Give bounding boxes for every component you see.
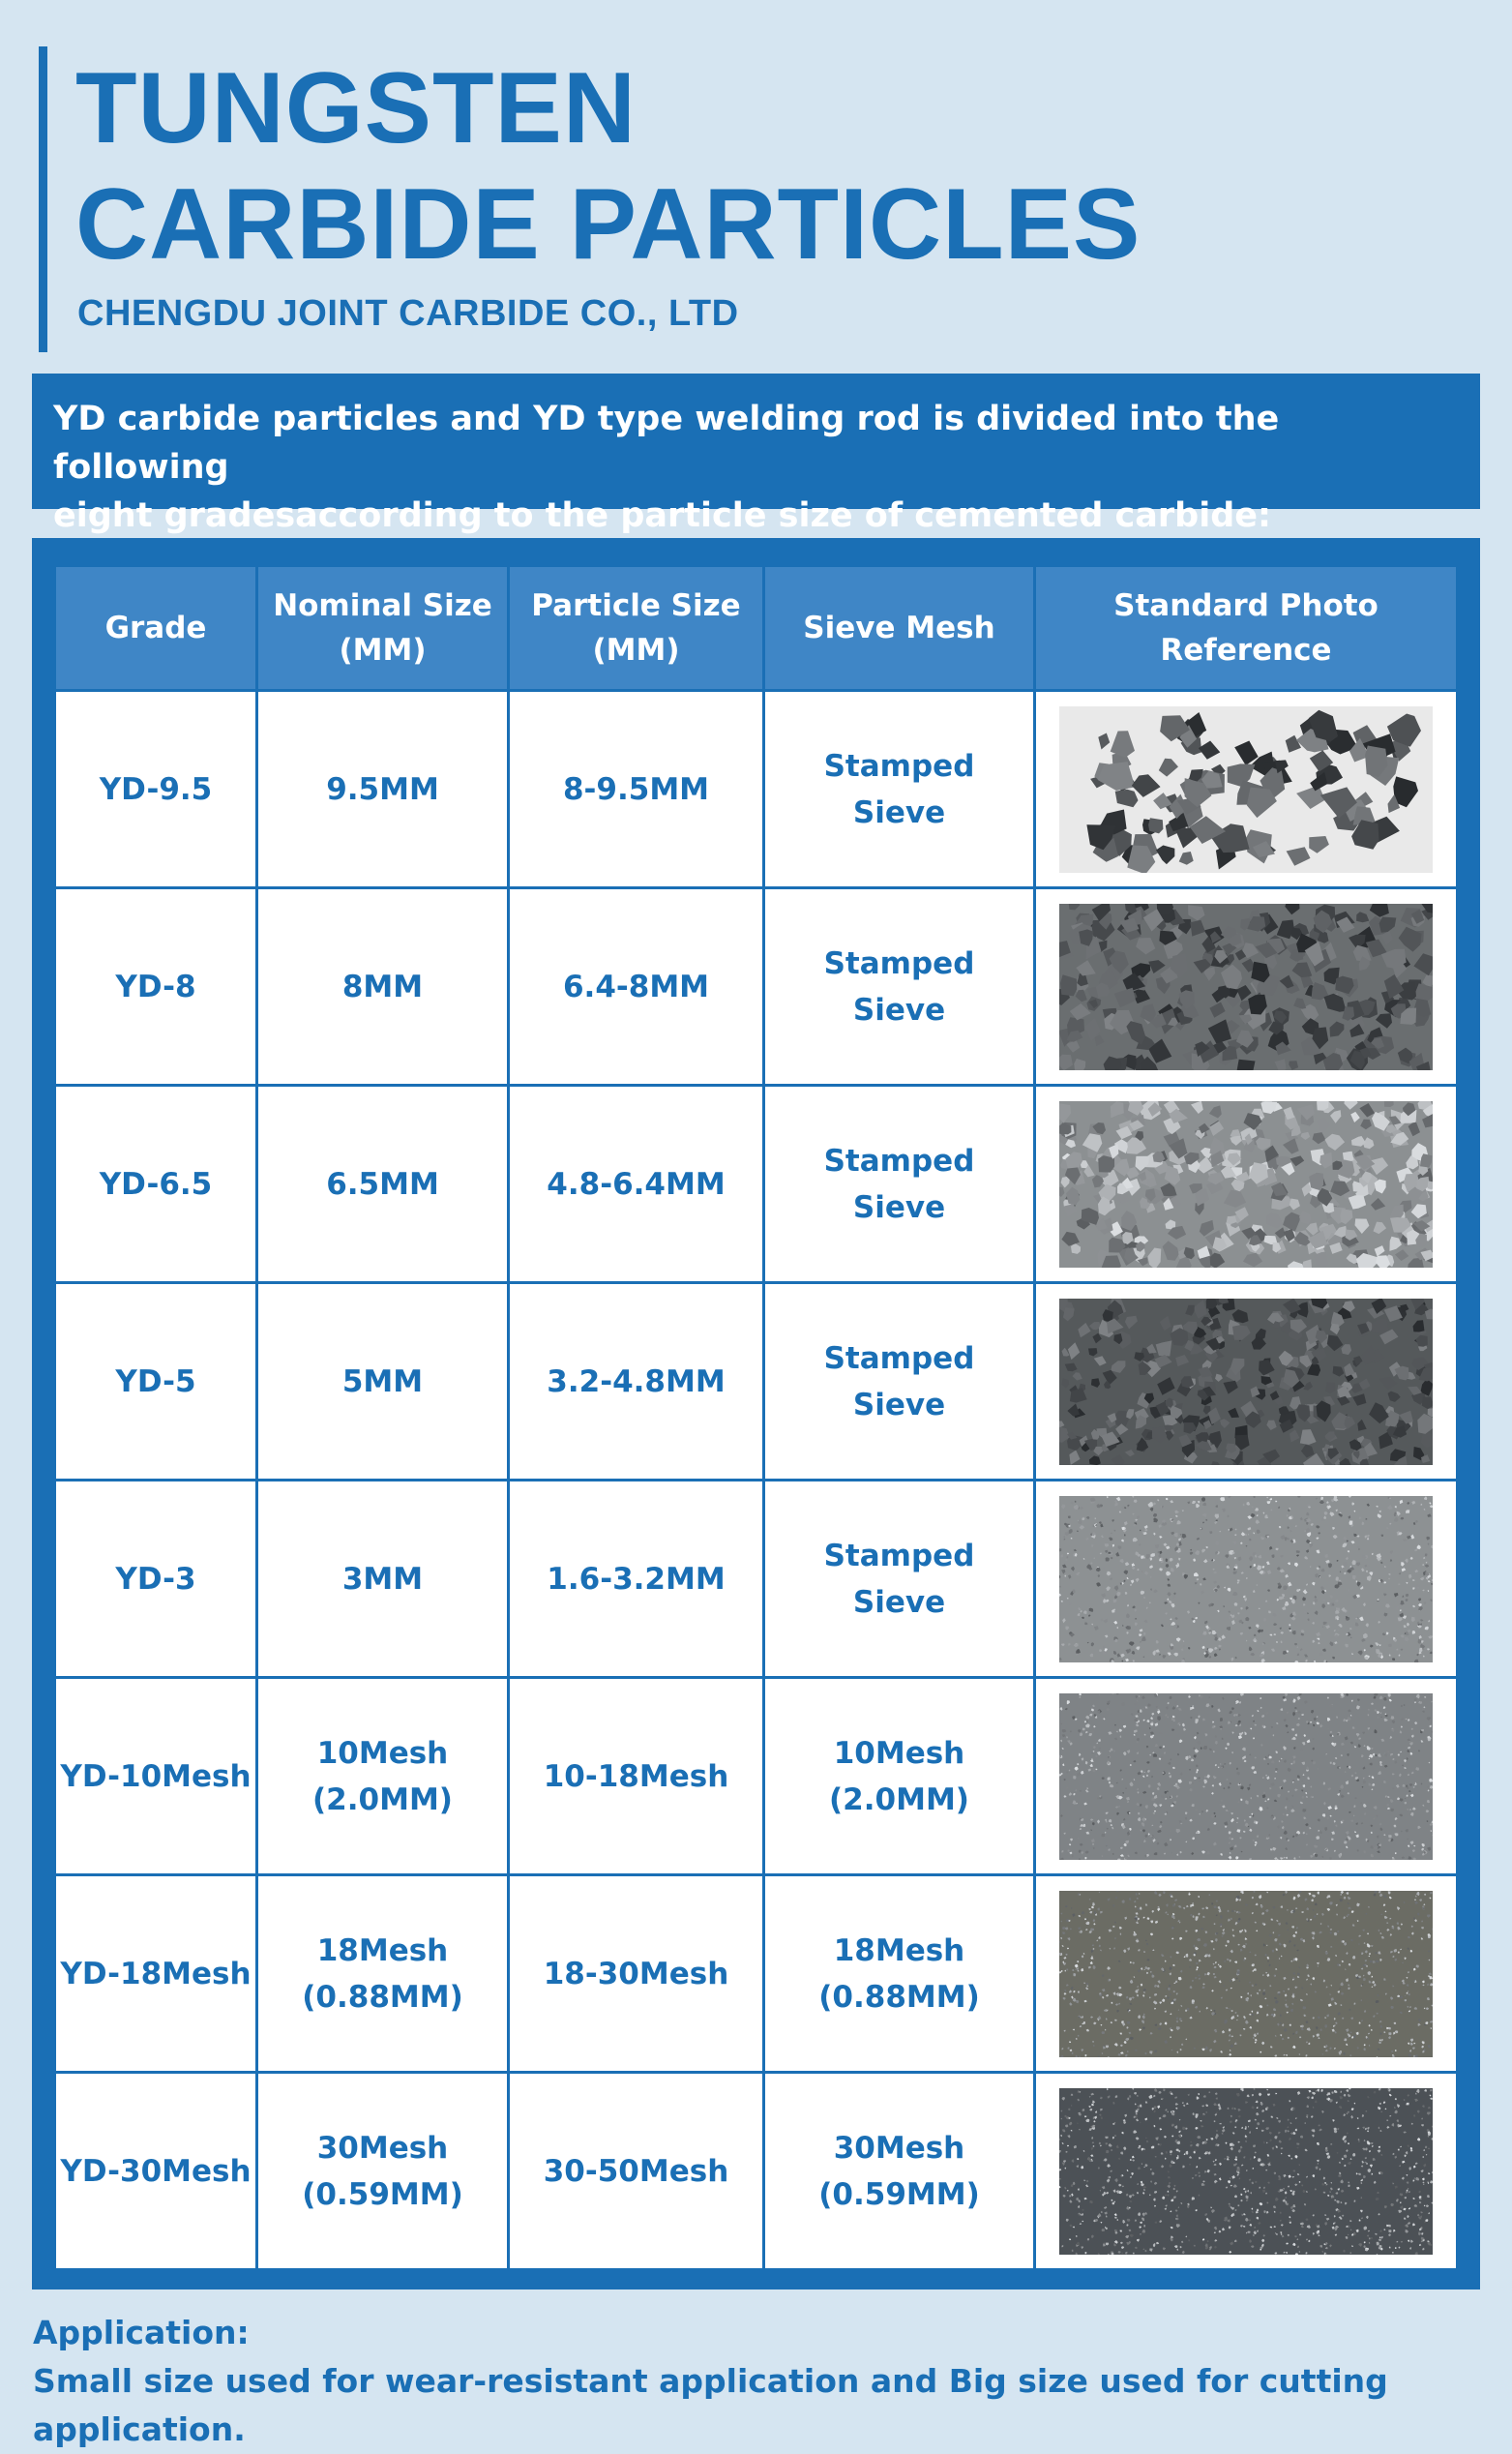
intro-text-line-2: eight gradesaccording to the particle size of cemented carbide: (53, 496, 1272, 535)
sieve-mesh-cell: 30Mesh (0.59MM) (762, 2074, 1033, 2268)
header-grade: Grade (56, 567, 255, 689)
header-sieve-mesh: Sieve Mesh (762, 567, 1033, 689)
title-line-2: CARBIDE PARTICLES (75, 168, 1141, 281)
particle-photo-image (1059, 706, 1433, 873)
application-text: Small size used for wear-resistant application and Big size used for cutting application. (33, 2362, 1388, 2448)
particle-size-cell: 30-50Mesh (507, 2074, 762, 2268)
intro-text-line-1: YD carbide particles and YD type welding rod is divided into the following (53, 400, 1280, 487)
particle-photo-image (1059, 904, 1433, 1070)
particle-photo-image (1059, 1299, 1433, 1465)
header-particle-size: Particle Size (MM) (507, 567, 762, 689)
sieve-mesh-cell: 18Mesh (0.88MM) (762, 1876, 1033, 2071)
particle-size-cell: 8-9.5MM (507, 692, 762, 886)
table-row (56, 889, 1456, 1084)
grade-cell: YD-18Mesh (56, 1876, 255, 2071)
particle-photo-image (1059, 2088, 1433, 2255)
grade-cell: YD-30Mesh (56, 2074, 255, 2268)
photo-reference-cell (1033, 2074, 1456, 2268)
nominal-size-cell: 9.5MM (255, 692, 507, 886)
photo-reference-cell (1033, 1679, 1456, 1873)
nominal-size-cell: 3MM (255, 1481, 507, 1676)
grade-cell: YD-5 (56, 1284, 255, 1479)
table-row (56, 692, 1456, 886)
sieve-mesh-cell: 10Mesh (2.0MM) (762, 1679, 1033, 1873)
grade-cell: YD-6.5 (56, 1087, 255, 1281)
table-header-row (56, 567, 1456, 689)
particle-size-cell: 10-18Mesh (507, 1679, 762, 1873)
sieve-mesh-cell: Stamped Sieve (762, 889, 1033, 1084)
table-row (56, 1087, 1456, 1281)
sieve-mesh-cell: Stamped Sieve (762, 1481, 1033, 1676)
particle-size-cell: 6.4-8MM (507, 889, 762, 1084)
table-body (56, 692, 1456, 2268)
particle-photo-image (1059, 1101, 1433, 1268)
particle-size-cell: 3.2-4.8MM (507, 1284, 762, 1479)
photo-reference-cell (1033, 1087, 1456, 1281)
sieve-mesh-cell: Stamped Sieve (762, 1284, 1033, 1479)
particle-photo-image (1059, 1496, 1433, 1662)
table-row (56, 1876, 1456, 2071)
photo-reference-cell (1033, 1481, 1456, 1676)
title-accent-bar (39, 46, 47, 352)
particle-photo-image (1059, 1693, 1433, 1860)
nominal-size-cell: 10Mesh (2.0MM) (255, 1679, 507, 1873)
page-title (75, 50, 1141, 283)
table-row (56, 2074, 1456, 2268)
grade-cell: YD-9.5 (56, 692, 255, 886)
nominal-size-cell: 5MM (255, 1284, 507, 1479)
photo-reference-cell (1033, 692, 1456, 886)
photo-reference-cell (1033, 1284, 1456, 1479)
particle-size-cell: 18-30Mesh (507, 1876, 762, 2071)
header-photo-reference: Standard Photo Reference (1033, 567, 1456, 689)
sieve-mesh-cell: Stamped Sieve (762, 692, 1033, 886)
photo-reference-cell (1033, 1876, 1456, 2071)
table-row (56, 1481, 1456, 1676)
title-line-1: TUNGSTEN (75, 52, 637, 165)
application-note (33, 2309, 1512, 2454)
nominal-size-cell: 18Mesh (0.88MM) (255, 1876, 507, 2071)
table-row (56, 1284, 1456, 1479)
intro-banner (32, 374, 1480, 535)
table-row (56, 1679, 1456, 1873)
grade-cell: YD-3 (56, 1481, 255, 1676)
application-label: Application: (33, 2314, 250, 2351)
grades-table-frame (32, 538, 1480, 2289)
nominal-size-cell: 6.5MM (255, 1087, 507, 1281)
particle-size-cell: 4.8-6.4MM (507, 1087, 762, 1281)
photo-reference-cell (1033, 889, 1456, 1084)
sieve-mesh-cell: Stamped Sieve (762, 1087, 1033, 1281)
nominal-size-cell: 8MM (255, 889, 507, 1084)
particle-photo-image (1059, 1891, 1433, 2057)
grades-table (56, 567, 1456, 2268)
particle-size-cell: 1.6-3.2MM (507, 1481, 762, 1676)
grade-cell: YD-10Mesh (56, 1679, 255, 1873)
grade-cell: YD-8 (56, 889, 255, 1084)
nominal-size-cell: 30Mesh (0.59MM) (255, 2074, 507, 2268)
header-nominal-size: Nominal Size (MM) (255, 567, 507, 689)
company-name: CHENGDU JOINT CARBIDE CO., LTD (77, 293, 739, 334)
